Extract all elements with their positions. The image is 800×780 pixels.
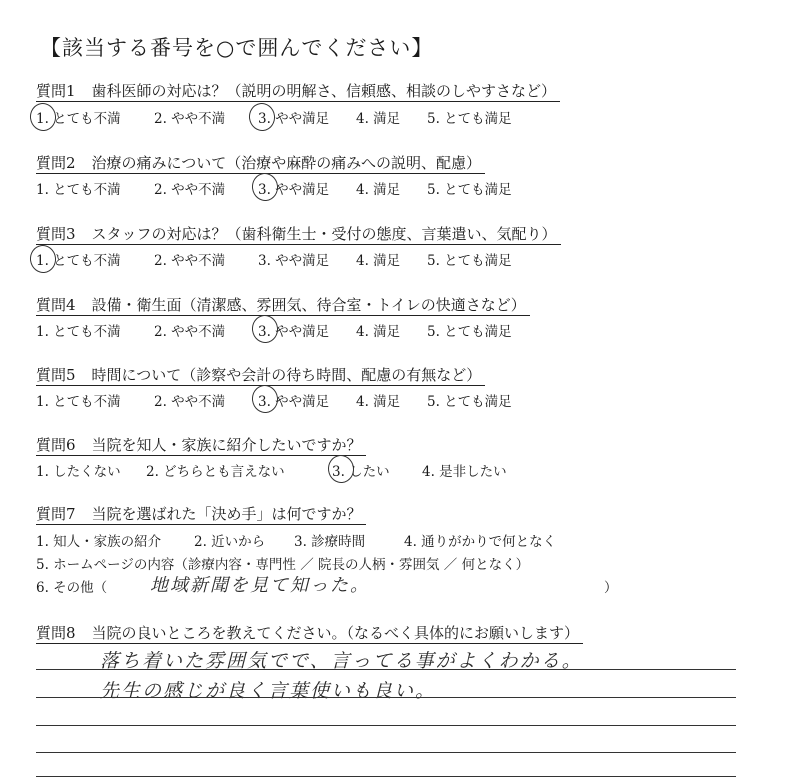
- question-number: 質問6: [36, 436, 76, 454]
- handwritten-line-2: 先生の感じが良く言葉使いも良い。: [100, 680, 437, 702]
- option-3[interactable]: 3. したい: [332, 464, 390, 480]
- option-5[interactable]: 5. とても満足: [427, 324, 512, 340]
- answer-line: [36, 776, 736, 777]
- question-number: 質問1: [36, 82, 76, 100]
- option-2[interactable]: 2. どちらとも言えない: [146, 464, 285, 480]
- page-title: 【該当する番号を○で囲んでください】: [40, 36, 434, 60]
- option-2[interactable]: 2. やや不満: [154, 253, 226, 269]
- question-6: [36, 434, 366, 455]
- option-1[interactable]: 1. とても不満: [36, 253, 121, 269]
- option-4[interactable]: 4. 通りがかりで何となく: [404, 534, 557, 550]
- answer-line: [36, 697, 736, 698]
- question-number: 質問5: [36, 366, 76, 384]
- question-number: 質問7: [36, 505, 76, 523]
- option-3[interactable]: 3. やや満足: [258, 394, 330, 410]
- handwritten-answer: 地域新聞を見て知った。: [150, 575, 370, 596]
- answer-line: [36, 725, 736, 726]
- question-text: 当院を知人・家族に紹介したいですか？: [91, 436, 362, 454]
- option-3[interactable]: 3. やや満足: [258, 111, 330, 127]
- question-number: 質問3: [36, 225, 76, 243]
- question-text: 設備・衛生面（清潔感、雰囲気、待合室・トイレの快適さなど）: [91, 296, 526, 314]
- question-2: [36, 152, 485, 173]
- option-1[interactable]: 1. とても不満: [36, 394, 121, 410]
- option-4[interactable]: 4. 満足: [356, 182, 401, 198]
- option-2[interactable]: 2. やや不満: [154, 394, 226, 410]
- option-1[interactable]: 1. とても不満: [36, 111, 121, 127]
- option-4[interactable]: 4. 満足: [356, 253, 401, 269]
- option-3[interactable]: 3. 診療時間: [294, 534, 366, 550]
- question-number: 質問8: [36, 624, 76, 642]
- closing-paren: ）: [604, 580, 618, 596]
- option-5[interactable]: 5. とても満足: [427, 182, 512, 198]
- answer-line: [36, 752, 736, 753]
- question-number: 質問2: [36, 154, 76, 172]
- question-1: [36, 80, 560, 101]
- question-text: 当院を選ばれた「決め手」は何ですか？: [91, 505, 362, 523]
- question-3: [36, 223, 561, 244]
- question-text: 時間について（診察や会計の待ち時間、配慮の有無など）: [91, 366, 482, 384]
- option-3[interactable]: 3. やや満足: [258, 253, 330, 269]
- option-1[interactable]: 1. したくない: [36, 464, 121, 480]
- option-3[interactable]: 3. やや満足: [258, 324, 330, 340]
- question-8: [36, 622, 583, 643]
- option-1[interactable]: 1. とても不満: [36, 182, 121, 198]
- option-6[interactable]: 6. その他（: [36, 580, 108, 596]
- option-1[interactable]: 1. 知人・家族の紹介: [36, 534, 162, 550]
- option-4[interactable]: 4. 満足: [356, 394, 401, 410]
- answer-line: [36, 669, 736, 670]
- option-2[interactable]: 2. やや不満: [154, 324, 226, 340]
- question-text: 治療の痛みについて（治療や麻酔の痛みへの説明、配慮）: [91, 154, 481, 172]
- option-2[interactable]: 2. 近いから: [194, 534, 266, 550]
- question-7: [36, 503, 366, 524]
- option-5[interactable]: 5. とても満足: [427, 253, 512, 269]
- question-5: [36, 364, 485, 385]
- question-text: 歯科医師の対応は？（説明の明解さ、信頼感、相談のしやすさなど）: [91, 82, 556, 100]
- handwritten-line-1: 落ち着いた雰囲気でで、言ってる事がよくわかる。: [100, 650, 583, 672]
- option-5[interactable]: 5. ホームページの内容（診療内容・専門性 ／ 院長の人柄・雰囲気 ／ 何となく）: [36, 557, 530, 573]
- option-4[interactable]: 4. 是非したい: [422, 464, 507, 480]
- option-2[interactable]: 2. やや不満: [154, 111, 226, 127]
- question-text: 当院の良いところを教えてください。（なるべく具体的にお願いします）: [91, 624, 580, 642]
- question-text: スタッフの対応は？（歯科衛生士・受付の態度、言葉遣い、気配り）: [91, 225, 557, 243]
- option-5[interactable]: 5. とても満足: [427, 111, 512, 127]
- option-3[interactable]: 3. やや満足: [258, 182, 330, 198]
- question-4: [36, 294, 530, 315]
- option-4[interactable]: 4. 満足: [356, 111, 401, 127]
- option-1[interactable]: 1. とても不満: [36, 324, 121, 340]
- option-4[interactable]: 4. 満足: [356, 324, 401, 340]
- option-2[interactable]: 2. やや不満: [154, 182, 226, 198]
- question-number: 質問4: [36, 296, 76, 314]
- option-5[interactable]: 5. とても満足: [427, 394, 512, 410]
